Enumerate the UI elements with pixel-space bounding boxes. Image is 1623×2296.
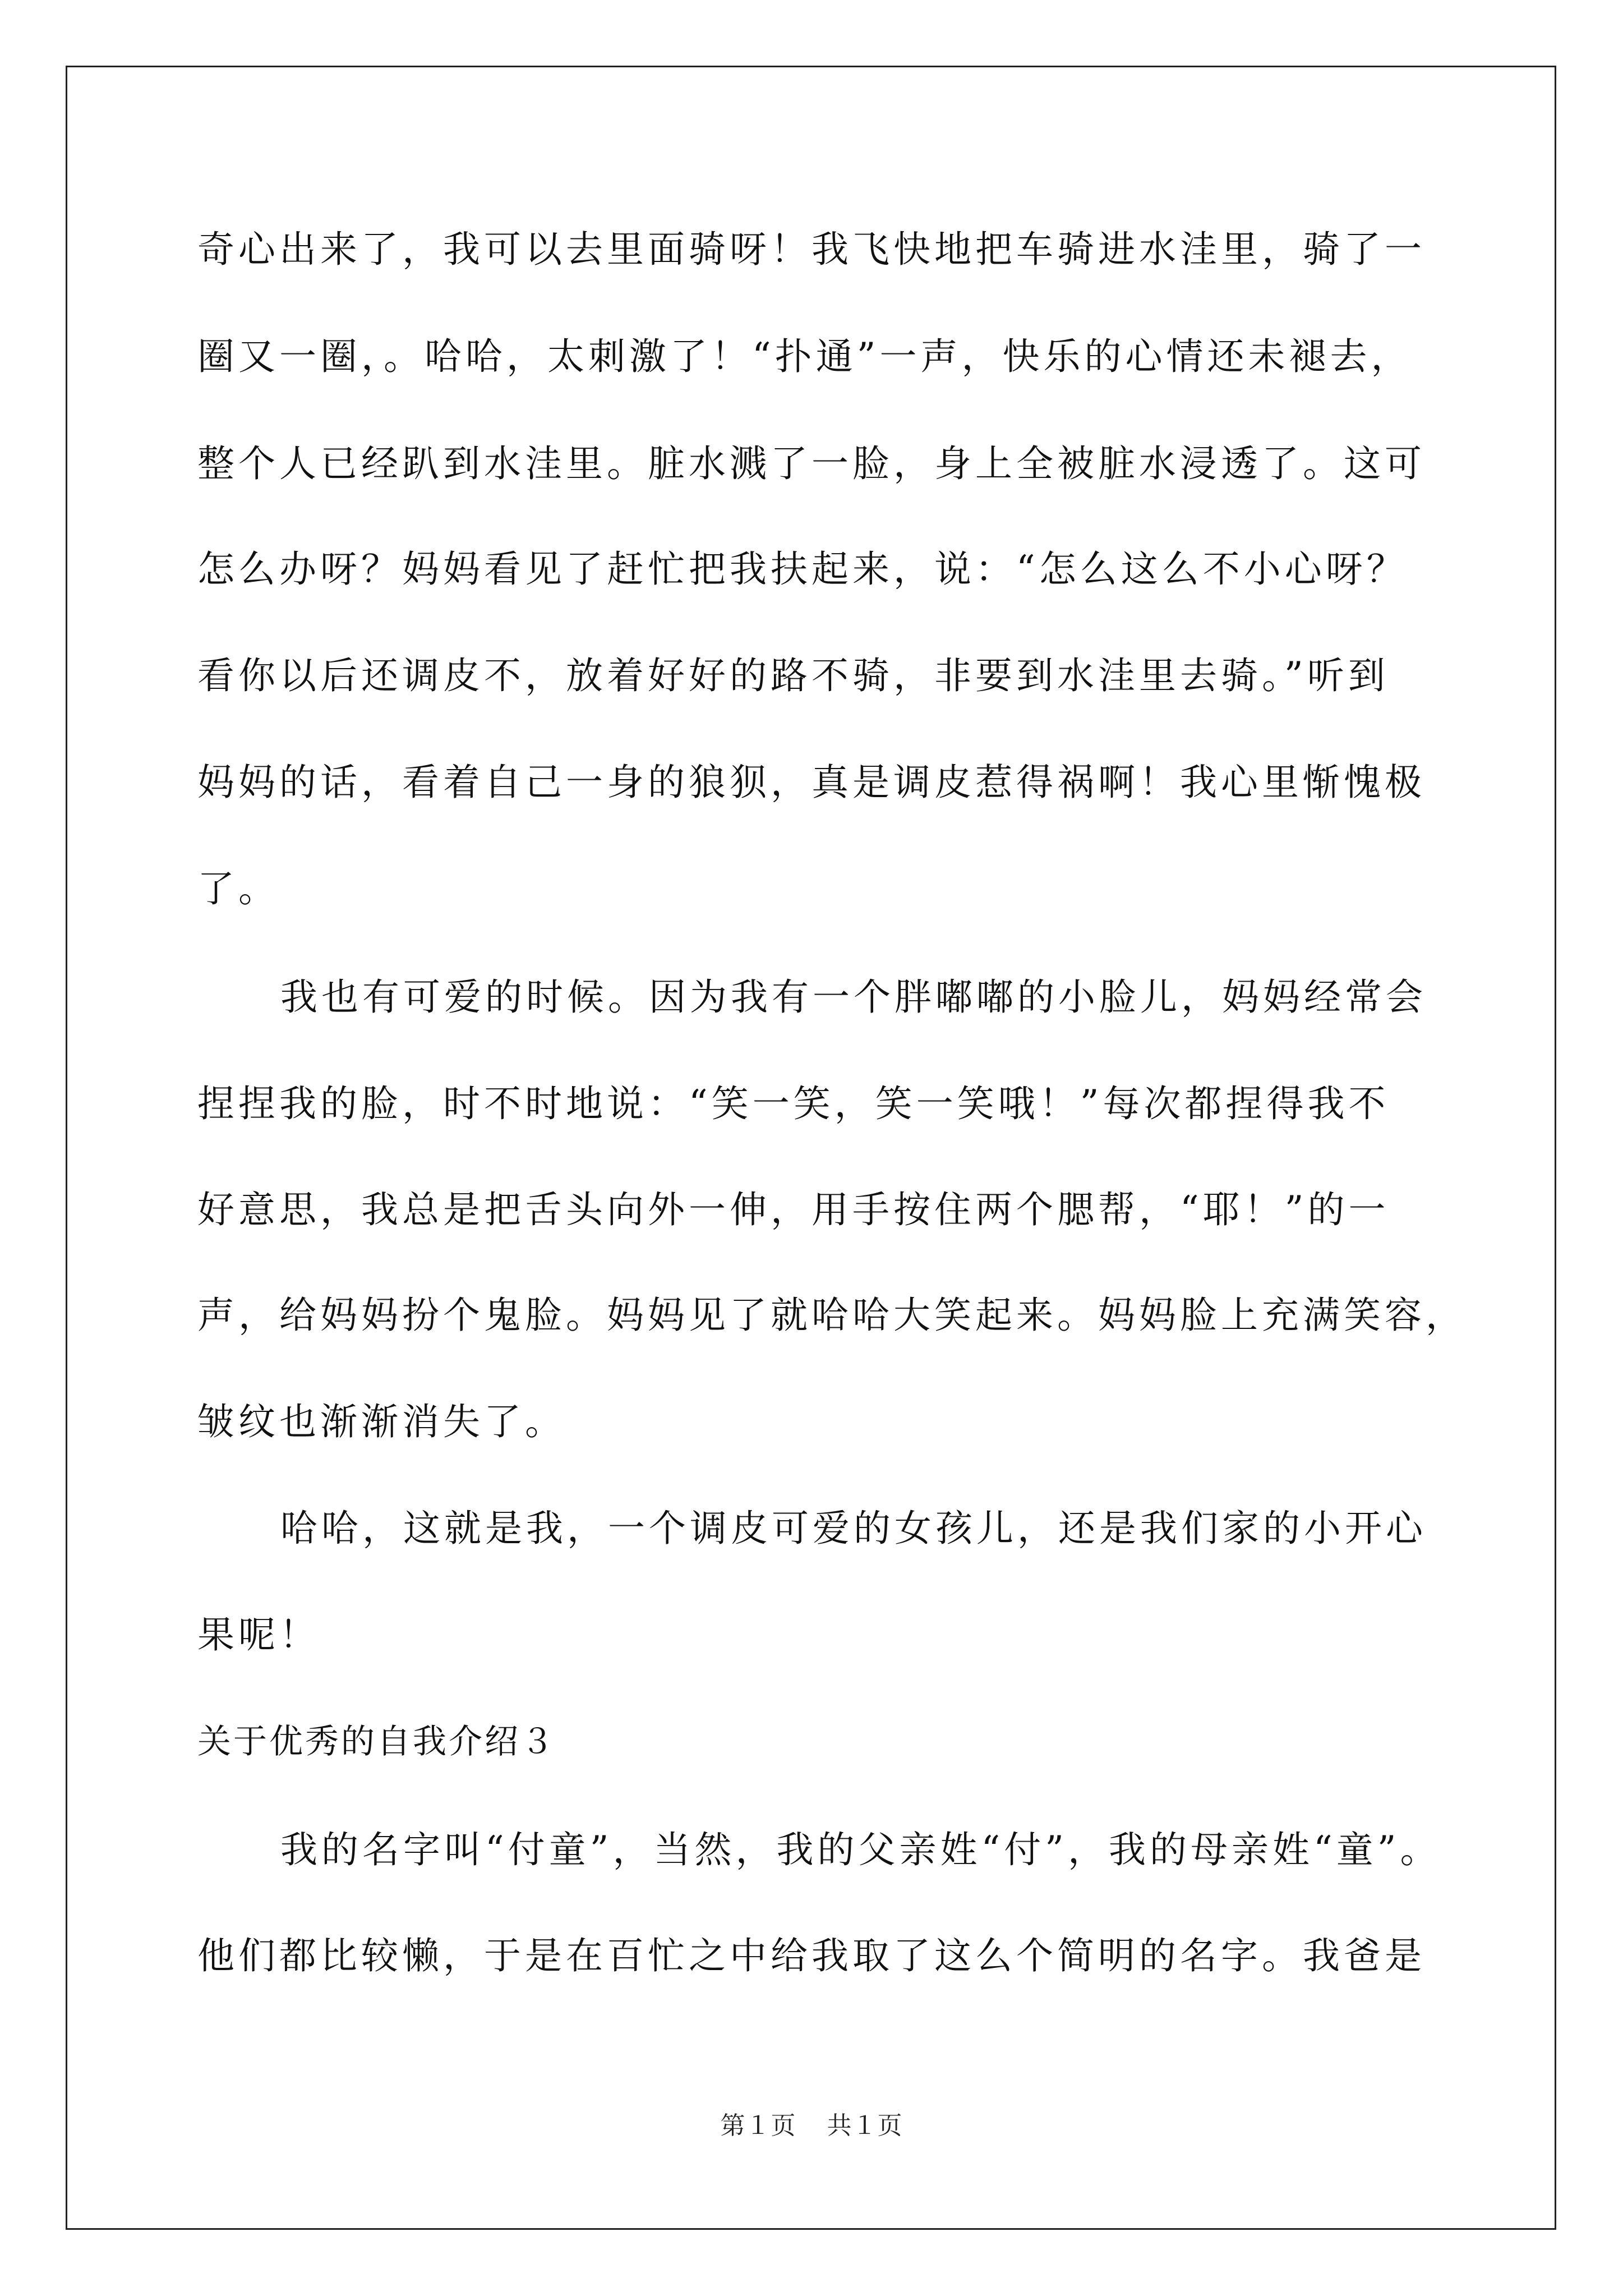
page-border <box>66 66 1556 2230</box>
text-line: 我也有可爱的时候。因为我有一个胖嘟嘟的小脸儿，妈妈经常会 <box>280 976 1427 1019</box>
text-line: 圈又一圈，。哈哈，太刺激了！“扑通”一声，快乐的心情还未褪去， <box>197 335 1412 378</box>
text-line: 我的名字叫“付童”，当然，我的父亲姓“付”，我的母亲姓“童”。 <box>280 1828 1441 1871</box>
text-line: 好意思，我总是把舌头向外一伸，用手按住两个腮帮，“耶！”的一 <box>197 1188 1390 1231</box>
text-line: 奇心出来了，我可以去里面骑呀！我飞快地把车骑进水洼里，骑了一 <box>197 228 1426 271</box>
total-pages: 共１页 <box>827 2111 903 2140</box>
text-line: 怎么办呀？妈妈看见了赶忙把我扶起来，说：“怎么这么不小心呀？ <box>197 547 1408 591</box>
text-line: 果呢！ <box>197 1613 320 1657</box>
page-number: 第１页 <box>720 2111 796 2140</box>
text-line: 看你以后还调皮不，放着好好的路不骑，非要到水洼里去骑。”听到 <box>197 654 1389 697</box>
text-line: 哈哈，这就是我，一个调皮可爱的女孩儿，还是我们家的小开心 <box>280 1507 1427 1550</box>
section-heading: 关于优秀的自我介绍３ <box>197 1722 556 1761</box>
page-footer <box>0 2110 1623 2142</box>
text-line: 了。 <box>197 867 279 910</box>
text-line: 他们都比较懒，于是在百忙之中给我取了这么个简明的名字。我爸是 <box>197 1934 1426 1977</box>
text-line: 整个人已经趴到水洼里。脏水溅了一脸，身上全被脏水浸透了。这可 <box>197 442 1426 485</box>
text-line: 声，给妈妈扮个鬼脸。妈妈见了就哈哈大笑起来。妈妈脸上充满笑容， <box>197 1294 1467 1337</box>
text-line: 妈妈的话，看着自己一身的狼狈，真是调皮惹得祸啊！我心里惭愧极 <box>197 761 1426 804</box>
text-line: 捏捏我的脸，时不时地说：“笑一笑，笑一笑哦！”每次都捏得我不 <box>197 1082 1390 1125</box>
text-line: 皱纹也渐渐消失了。 <box>197 1400 566 1443</box>
